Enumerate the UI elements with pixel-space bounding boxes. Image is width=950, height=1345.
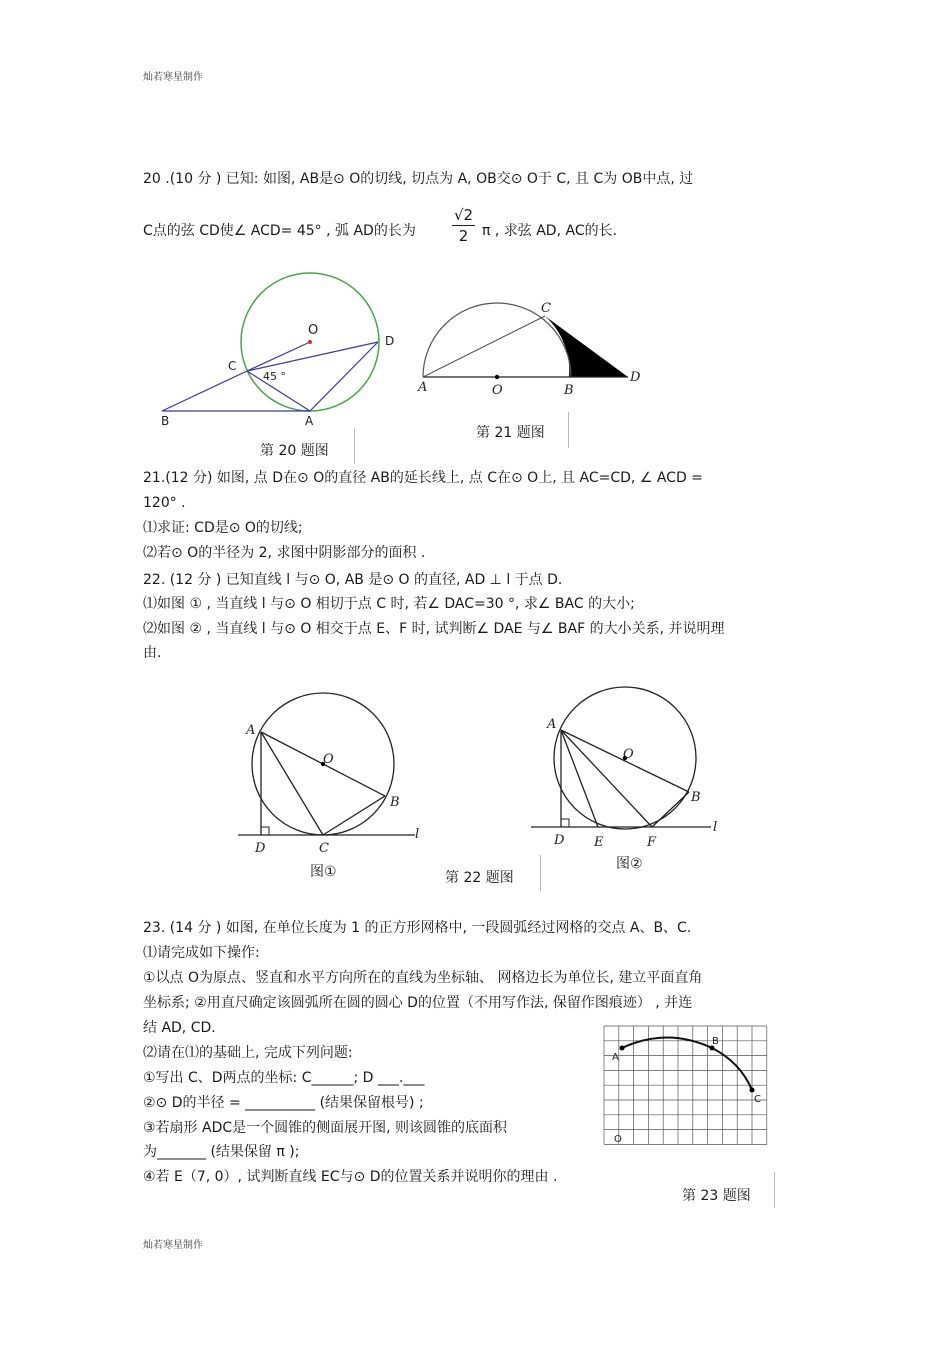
figure-23	[600, 1022, 780, 1157]
point-c	[750, 1088, 755, 1093]
q22-line2: ⑴如图 ① , 当直线 l 与⊙ O 相切于点 C 时, 若∠ DAC=30 °, 求∠ BAC 的大小;	[143, 596, 635, 612]
divider	[540, 855, 541, 891]
q22-line3: ⑵如图 ② , 当直线 l 与⊙ O 相交于点 E、F 时, 试判断∠ DAE 与∠ BAF 的大小关系, 并说明理	[143, 621, 725, 637]
segment-ac	[423, 316, 545, 377]
grid	[604, 1026, 767, 1144]
segment-bc	[162, 371, 247, 411]
q20-fraction	[452, 205, 475, 246]
q23-line4: 坐标系; ②用直尺确定该圆弧所在圆的圆心 D的位置（不用写作法, 保留作图痕迹） , 并连	[143, 995, 693, 1011]
fig20-caption: 第 20 题图	[260, 443, 329, 459]
fig22-caption: 第 22 题图	[445, 870, 514, 886]
q21-line2: 120° .	[143, 495, 186, 511]
angle-label: 45 °	[263, 370, 286, 383]
right-angle-mark	[561, 819, 569, 827]
q23-line2: ⑴请完成如下操作:	[143, 945, 260, 961]
label-d: D	[554, 833, 565, 848]
label-b: B	[712, 1036, 719, 1047]
q22-line1: 22. (12 分 ) 已知直线 l 与⊙ O, AB 是⊙ O 的直径, AD ⊥ l 于点 D.	[143, 572, 563, 588]
label-c: C	[228, 359, 237, 373]
label-l: l	[713, 820, 718, 835]
label-b: B	[390, 795, 400, 810]
shaded-region	[545, 316, 628, 377]
label-b: B	[691, 790, 701, 805]
page-footer: 灿若寒星制作	[143, 1240, 203, 1251]
label-o: O	[623, 747, 634, 762]
q23-line9: ③若扇形 ADC是一个圆锥的侧面展开图, 则该圆锥的底面积	[143, 1120, 508, 1136]
segment-co	[247, 342, 310, 371]
page-header: 灿若寒星制作	[143, 72, 203, 83]
label-a: A	[305, 414, 314, 428]
q21-line3: ⑴求证: CD是⊙ O的切线;	[143, 520, 303, 536]
fig21-caption: 第 21 题图	[476, 425, 545, 441]
q20-line1: 20 .(10 分 ) 已知: 如图, AB是⊙ O的切线, 切点为 A, OB交⊙ O于 C, 且 C为 OB中点, 过	[143, 171, 694, 187]
q23-line11: ④若 E（7, 0）, 试判断直线 EC与⊙ D的位置关系并说明你的理由 .	[143, 1169, 558, 1185]
fraction-denominator: 2	[458, 227, 469, 245]
q22-line4: 由.	[143, 645, 162, 661]
label-d: D	[630, 370, 641, 385]
center-point	[495, 375, 499, 379]
segment-cd	[247, 342, 378, 371]
label-c: C	[754, 1094, 761, 1105]
segment-ad	[310, 342, 378, 411]
right-angle-mark	[261, 827, 269, 835]
label-b: B	[564, 383, 574, 398]
segment-fb	[652, 792, 689, 827]
q21-line4: ⑵若⊙ O的半径为 2, 求图中阴影部分的面积 .	[143, 545, 426, 561]
segment-cb	[323, 796, 385, 835]
arc-abc	[622, 1038, 752, 1091]
label-o: O	[614, 1134, 622, 1145]
label-o: O	[492, 383, 503, 398]
label-e: E	[594, 835, 604, 850]
q20-line2a: C点的弦 CD使∠ ACD= 45° , 弧 AD的长为	[143, 223, 416, 239]
q23-line1: 23. (14 分 ) 如图, 在单位长度为 1 的正方形网格中, 一段圆弧经过网格的交点 A、B、C.	[143, 920, 692, 936]
q23-line7: ①写出 C、D两点的坐标: C______; D ___.___	[143, 1070, 425, 1086]
q20-line2b: π , 求弦 AD, AC的长.	[482, 223, 618, 239]
label-a: A	[418, 380, 428, 395]
fig22-sub2: 图②	[616, 856, 643, 872]
label-a: A	[246, 723, 256, 738]
label-l: l	[415, 827, 420, 842]
center-point	[308, 340, 312, 344]
segment-af	[561, 730, 652, 827]
divider	[774, 1172, 775, 1208]
q23-line5: 结 AD, CD.	[143, 1020, 216, 1036]
divider	[568, 412, 569, 448]
label-a: A	[612, 1052, 619, 1063]
divider	[354, 428, 355, 464]
q23-line6: ⑵请在⑴的基础上, 完成下列问题:	[143, 1045, 353, 1061]
figure-21	[415, 295, 650, 400]
q23-line8: ②⊙ D的半径 = __________ (结果保留根号) ;	[143, 1095, 424, 1111]
fig22-sub1: 图①	[310, 864, 337, 880]
q21-line1: 21.(12 分) 如图, 点 D在⊙ O的直径 AB的延长线上, 点 C在⊙ O上, 且 AC=CD, ∠ ACD =	[143, 470, 703, 486]
label-a: A	[547, 717, 557, 732]
label-o: O	[308, 323, 319, 338]
fraction-numerator: √2	[454, 206, 474, 224]
point-a	[620, 1046, 625, 1051]
label-f: F	[647, 835, 657, 850]
figure-22-2	[528, 680, 728, 855]
q23-line3: ①以点 O为原点、竖直和水平方向所在的直线为坐标轴、 网格边长为单位长, 建立平面直角	[143, 970, 703, 986]
label-c: C	[319, 841, 329, 856]
label-d: D	[385, 334, 395, 348]
label-c: C	[541, 301, 551, 316]
label-b: B	[161, 414, 170, 428]
label-o: O	[323, 752, 334, 767]
figure-22-1	[235, 690, 425, 860]
label-d: D	[255, 841, 266, 856]
figure-20	[150, 270, 395, 440]
fig23-caption: 第 23 题图	[682, 1188, 751, 1204]
q23-line10: 为_______ (结果保留 π );	[143, 1144, 300, 1160]
